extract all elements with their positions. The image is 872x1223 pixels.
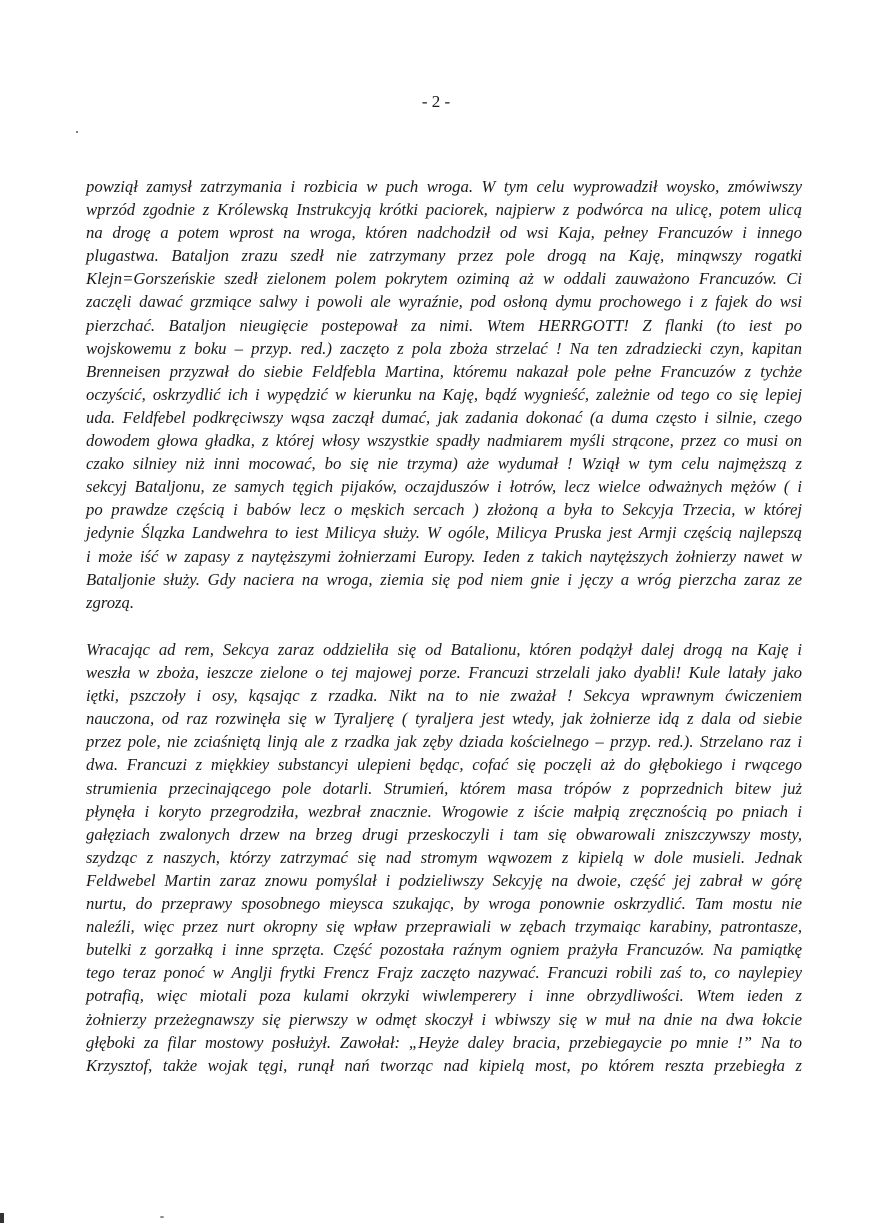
scan-edge-mark	[0, 1213, 4, 1223]
paragraph-2	[86, 638, 802, 1077]
text-line: żołnierzy przeżegnawszy się pierwszy w odmęt skoczył i wbiwszy się w muł na dnie na dwa łokcie	[86, 1009, 802, 1029]
text-line: głęboki za filar mostowy posłużył. Zawołał: „Heyże daley bracia, przebiegaycie po mnie !” Na to	[86, 1032, 802, 1052]
text-line: Feldwebel Martin zaraz znowu pomyślał i podzieliwszy Sekcyję na dwoie, część jej zabrał w górę	[86, 870, 802, 890]
scan-speck	[76, 131, 78, 133]
text-line: wojskowemu z boku – przyp. red.) zaczęto z pola zboża strzelać ! Na ten zdradziecki czyn, kapitan	[86, 338, 802, 358]
text-line: wprzód zgodnie z Królewską Instrukcyją krótki paciorek, najpierw z podwórca na ulicę, potem ulicą	[86, 200, 802, 220]
text-line: pierzchać. Bataljon nieugięcie postepował za nimi. Wtem HERRGOTT! Z flanki (to iest po	[86, 315, 802, 335]
text-line: naleźli, więc przez nurt okropny się wpław przeprawiali w zębach trzymaiąc karabiny, patrontasze,	[86, 917, 802, 937]
text-line: strumienia przecinającego pole dotarli. Strumień, którem masa trópów z poprzednich bitew już	[86, 778, 802, 798]
text-line: dowodem głowa gładka, z której włosy wszystkie spadły nadmiarem myśli strącone, przez co musi on	[86, 431, 802, 451]
text-line: zaczęli dawać grzmiące salwy i powoli ale wyraźnie, pod osłoną dymu prochowego i z fajek do wsi	[86, 292, 802, 312]
text-line: czako silniey niż inni mocować, bo się nie trzyma) aże wydumał ! Wziął w tym celu najmęższą z	[86, 454, 802, 474]
text-line: weszła w zboża, ieszcze zielone o tej majowej porze. Francuzi strzelali jako dyabli! Kule latały jako	[86, 663, 802, 683]
text-line: oczyścić, oskrzydlić ich i wypędzić w kierunku na Kaję, bądź wygnieść, zależnie od tego co się lepiej	[86, 384, 802, 404]
text-line: zgrozą.	[86, 592, 135, 612]
text-line: Bataljonie służy. Gdy naciera na wroga, ziemia się pod niem gnie i jęczy a wróg pierzcha zaraz ze	[86, 569, 802, 589]
text-line: butelki z gorzałką i inne sprzęta. Część pozostała raźnym ogniem prażyła Francuzów. Na pamiątkę	[86, 940, 802, 960]
paragraph-1	[86, 175, 802, 614]
text-line: powziął zamysł zatrzymania i rozbicia w puch wroga. W tym celu wyprowadził woysko, zmówiwszy	[86, 177, 802, 196]
text-line: nauczona, od raz rozwinęła się w Tyraljerę ( tyraljera jest wtedy, jak żołnierze idą z dala od siebie	[86, 709, 802, 729]
scan-speck	[160, 1216, 164, 1218]
text-line: szydząc z naszych, którzy zatrzymać się nad stromym wąwozem z kipielą w dole musieli. Jednak	[86, 847, 802, 867]
text-line: sekcyj Bataljonu, ze samych tęgich pijaków, oczajduszów i łotrów, lecz wielce odważnych mężów ( i	[86, 477, 802, 497]
text-line: nurtu, do przeprawy sposobnego mieysca szukając, by wroga ponownie oskrzydlić. Tam mostu nie	[86, 894, 802, 914]
text-line: potrafią, więc miotali poza kulami okrzyki wiwlemperery i inne obrzydliwości. Wtem ieden z	[86, 986, 802, 1006]
text-line: uda. Feldfebel podkręciwszy wąsa zaczął dumać, jak zadania dokonać (a duma często i silnie, czego	[86, 407, 802, 427]
text-line: gałęziach zwalonych drzew na brzeg drugi przeskoczyli i tam się obwarowali zniszczywszy mosty,	[86, 824, 802, 844]
text-line: Brenneisen przyzwał do siebie Feldfebla Martina, któremu nakazał pole pełne Francuzów z tychże	[86, 361, 802, 381]
text-line: Klejn=Gorszeńskie szedł zielonem polem pokrytem oziminą aż w oddali zauważono Francuzów. Ci	[86, 269, 802, 289]
text-line: tego teraz ponoć w Anglji frytki Frencz Frajz zaczęto nazywać. Francuzi robili zaś to, co naylepiey	[86, 963, 802, 983]
text-line: dwa. Francuzi z miękkiey substancyi ulepieni będąc, cofać się poczęli aż do głębokiego i rwącego	[86, 755, 802, 775]
text-line: Krzysztof, także wojak tęgi, runął nań tworząc nad kipielą most, po którem reszta przebiegła z	[86, 1055, 802, 1075]
text-line: plugastwa. Bataljon zrazu szedł nie zatrzymany przez pole drogą na Kaję, minąwszy rogatki	[86, 246, 802, 266]
text-line: płynęła i koryto przegrodziła, wezbrał znacznie. Wrogowie z iście małpią zręcznością po pniach i	[86, 801, 802, 821]
text-line: po prawdze częścią i babów lecz o męskich sercach ) złożoną a była to Sekcyja Trzecia, w której	[86, 500, 802, 520]
page-number: - 2 -	[421, 92, 451, 111]
text-line: jedynie Ślązka Landwehra to iest Milicya służy. W ogóle, Milicya Pruska jest Armji częścią najlepszą	[86, 523, 802, 543]
text-line: i może iść w zapasy z naytęższymi żołnierzami Europy. Ieden z takich naytęższych żołnierzy nawet w	[86, 546, 802, 566]
text-line: Wracając ad rem, Sekcya zaraz oddzieliła się od Batalionu, któren podążył dalej drogą na Kaję i	[86, 640, 802, 659]
text-line: przez pole, nie zciaśniętą linją ale z rzadka jak zęby dziada kościelnego – przyp. red.). Strzelano raz i	[86, 732, 802, 752]
text-line: na drogę a potem wprost na wroga, któren nadchodził od wsi Kaja, pełney Francuzów i innego	[86, 223, 802, 243]
text-line: iętki, pszczoły i osy, kąsając z rzadka. Nikt na to nie zważał ! Sekcya wprawnym ćwiczeniem	[86, 686, 802, 706]
